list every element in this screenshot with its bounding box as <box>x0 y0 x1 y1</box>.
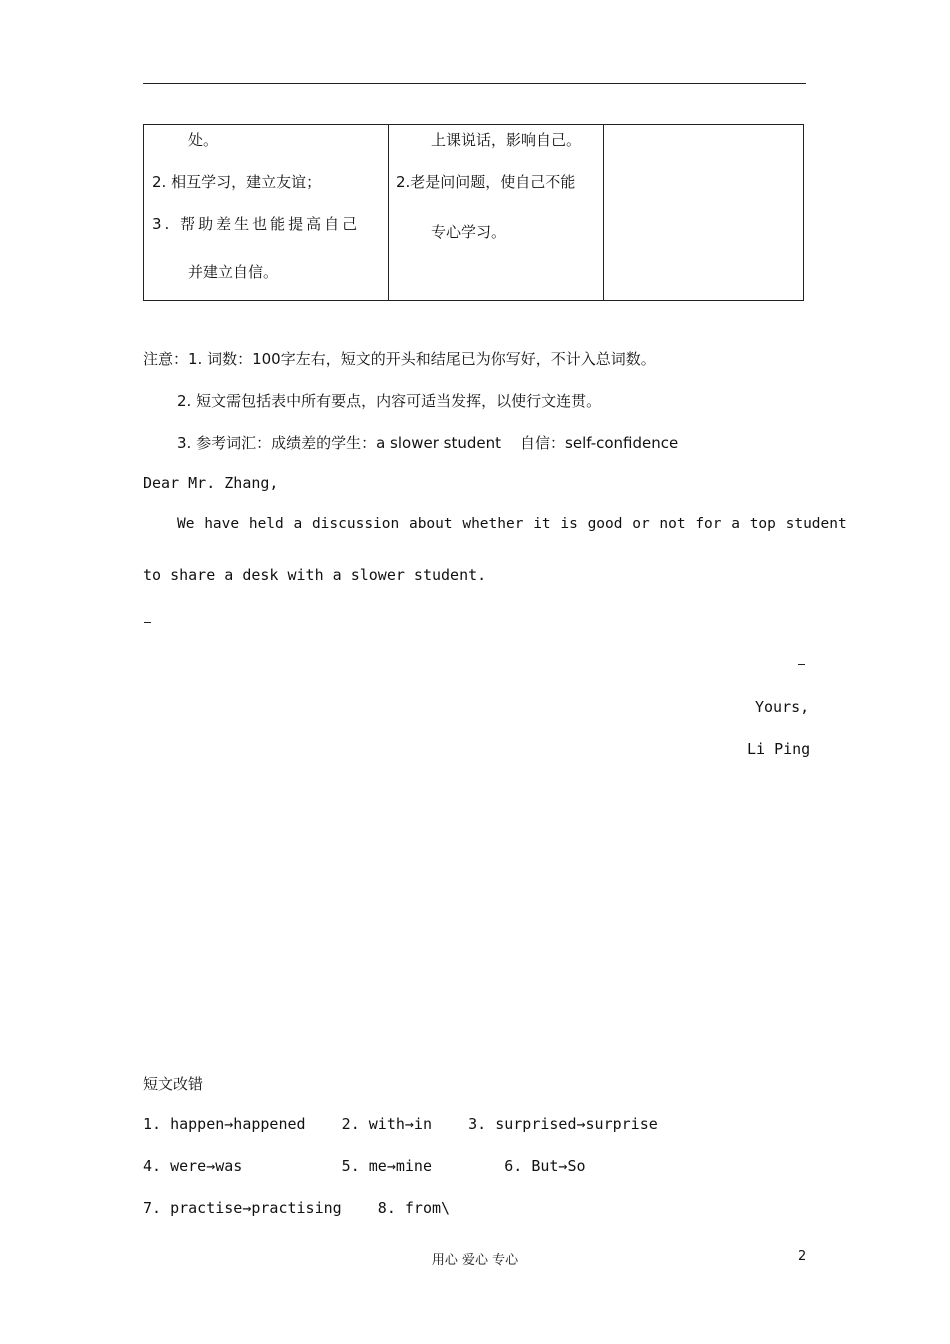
table-cell-col1-line4: 并建立自信。 <box>188 263 279 281</box>
note-1: 注意：1. 词数：100字左右，短文的开头和结尾已为你写好，不计入总词数。 <box>143 350 656 368</box>
writing-end-mark <box>798 664 805 665</box>
table-cell-col1-line1: 处。 <box>188 131 219 149</box>
page-footer-text: 用心 爱心 专心 <box>431 1253 519 1268</box>
table-column-divider <box>603 125 604 300</box>
answers-row-3: 7. practise→practising 8. from\ <box>143 1199 451 1217</box>
answers-row-1: 1. happen→happened 2. with→in 3. surprised→surprise <box>143 1115 658 1133</box>
table-cell-col1-line2: 2. 相互学习，建立友谊； <box>152 173 322 191</box>
header-rule <box>143 83 806 84</box>
letter-body-line1: We have held a discussion about whether it is good or not for a top student <box>177 516 847 532</box>
answers-heading: 短文改错 <box>143 1075 204 1093</box>
page-number: 2 <box>798 1249 807 1264</box>
table-cell-col2-line3: 专心学习。 <box>431 223 507 241</box>
note-2: 2. 短文需包括表中所有要点，内容可适当发挥，以使行文连贯。 <box>177 392 602 410</box>
table-column-divider <box>388 125 389 300</box>
note-3: 3. 参考词汇：成绩差的学生：a slower student 自信：self-confidence <box>177 434 679 452</box>
outline-table <box>143 124 804 301</box>
letter-closing: Yours, <box>755 698 810 716</box>
writing-start-mark <box>144 622 151 623</box>
answers-row-2: 4. were→was 5. me→mine 6. But→So <box>143 1157 586 1175</box>
table-cell-col2-line2: 2.老是问问题，使自己不能 <box>396 173 576 191</box>
table-cell-col1-line3: 3. 帮助差生也能提高自己 <box>152 215 361 233</box>
letter-salutation: Dear Mr. Zhang, <box>143 474 279 492</box>
letter-signature: Li Ping <box>747 740 811 758</box>
table-cell-col2-line1: 上课说话，影响自己。 <box>431 131 582 149</box>
letter-body-line2: to share a desk with a slower student. <box>143 566 487 584</box>
